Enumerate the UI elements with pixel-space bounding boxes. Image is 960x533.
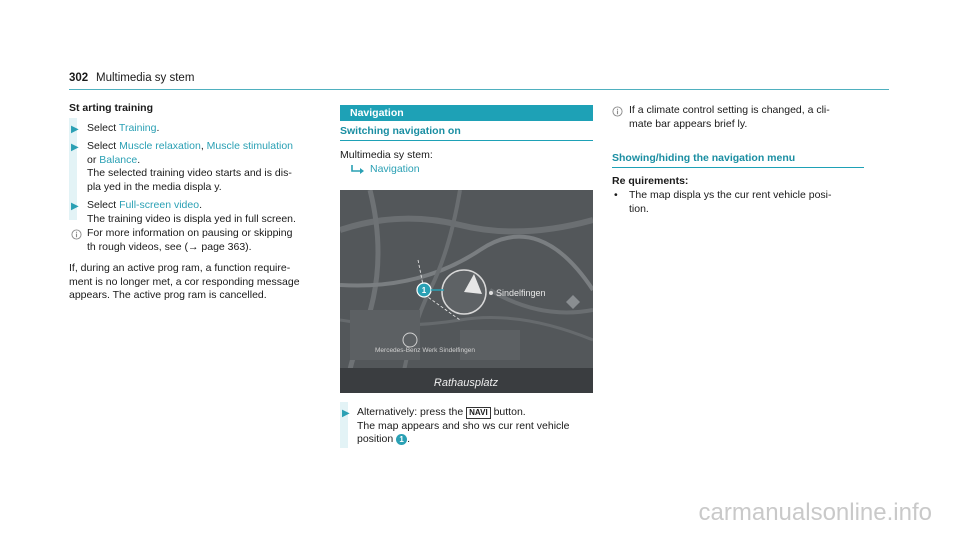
navigation-path-link[interactable]: Navigation	[370, 163, 420, 175]
header-rule	[69, 89, 889, 90]
muscle-stimulation-link[interactable]: Muscle stimulation	[206, 140, 294, 152]
subheading-rule	[340, 140, 593, 141]
watermark: carmanualsonline.info	[698, 499, 932, 526]
info-note-pausing: For more information on pausing or skipping th rough videos, see (→ page 363).	[87, 227, 293, 253]
path-label: Multimedia sy stem:	[340, 149, 433, 161]
map-position-marker: 1	[421, 286, 427, 295]
step-full-screen: Select Full-screen video. The training video is displa yed in full screen.	[87, 199, 296, 225]
page-number: 302	[69, 72, 89, 84]
step-arrow-icon: ▶	[71, 201, 79, 212]
requirement-item: The map displa ys the cur rent vehicle posi- tion.	[629, 189, 832, 215]
subheading-switching-navigation: Switching navigation on	[340, 125, 461, 137]
step-select-training: Select Training.	[87, 122, 160, 134]
navigation-section-bar: Navigation	[340, 105, 593, 121]
training-link[interactable]: Training	[118, 122, 157, 134]
map-place-label: Sindelfingen	[496, 288, 546, 298]
balance-link[interactable]: Balance	[99, 153, 138, 166]
step-arrow-icon: ▶	[342, 408, 350, 419]
map-street-label: Rathausplatz	[433, 377, 499, 389]
bullet: •	[614, 189, 618, 201]
requirements-label: Re quirements:	[612, 175, 689, 187]
subheading-show-hide-navigation-menu: Showing/hiding the navigation menu	[612, 152, 796, 164]
cancel-paragraph: If, during an active prog ram, a function require- ment is no longer met, a cor responding message appears. The active prog ram is cancelled.	[69, 262, 300, 301]
info-icon	[612, 106, 623, 117]
path-arrow-icon	[350, 164, 366, 176]
step-arrow-icon: ▶	[71, 142, 79, 153]
position-marker-icon: 1	[396, 434, 407, 445]
navi-button-icon: NAVI	[466, 407, 491, 419]
info-icon	[71, 229, 82, 240]
full-screen-video-link[interactable]: Full-screen video	[119, 199, 200, 211]
navigation-map[interactable]	[340, 190, 593, 393]
map-graphic	[340, 190, 593, 393]
info-note-climate: If a climate control setting is changed, a cli- mate bar appears brief ly.	[629, 104, 830, 130]
step-select-program: Select Muscle relaxation, Muscle stimulation or Balance. The selected training video starts and is dis- pla yed in the media displa y.	[87, 140, 294, 193]
step-press-navi: Alternatively: press the NAVI button. The map appears and sho ws cur rent vehicle position 1 .	[357, 406, 570, 445]
muscle-relaxation-link[interactable]: Muscle relaxation	[119, 140, 201, 152]
step-arrow-icon: ▶	[71, 124, 79, 135]
section-heading-starting-training: St arting training	[69, 102, 153, 114]
page-title: Multimedia sy stem	[96, 72, 195, 84]
subheading-rule	[612, 167, 864, 168]
map-small-label: Mercedes-Benz Werk Sindelfingen	[375, 347, 475, 354]
